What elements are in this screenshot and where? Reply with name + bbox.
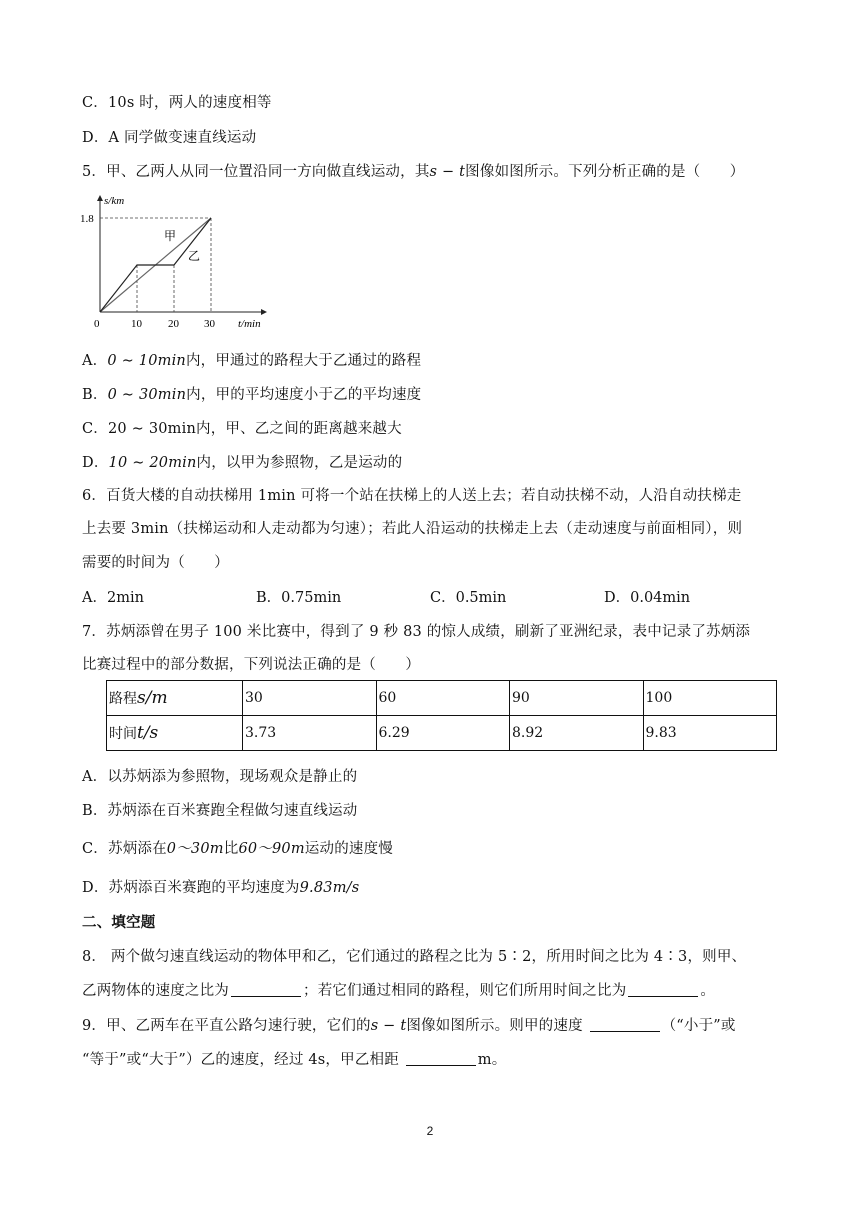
q7-data-table bbox=[106, 680, 777, 751]
answer-blank[interactable] bbox=[406, 1051, 476, 1066]
table-cell: 8.92 bbox=[510, 716, 644, 751]
series-label-jia: 甲 bbox=[164, 229, 177, 243]
q5-st-graph bbox=[78, 190, 278, 335]
x-tick-label: 10 bbox=[131, 318, 142, 330]
table-row bbox=[107, 716, 777, 751]
table-cell: 30 bbox=[243, 681, 377, 716]
table-row-header: 路程s/m bbox=[107, 681, 243, 716]
x-tick-label: 0 bbox=[94, 318, 100, 330]
q6-line-1: 6．百货大楼的自动扶梯用 1min 可将一个站在扶梯上的人送上去；若自动扶梯不动，人沿自动扶梯走 bbox=[82, 488, 742, 504]
q6-line-3: 需要的时间为（ ） bbox=[82, 555, 229, 571]
q7-line-1: 7．苏炳添曾在男子 100 米比赛中，得到了 9 秒 83 的惊人成绩，刷新了亚洲纪录，表中记录了苏炳添 bbox=[82, 624, 751, 640]
q5-option-b: B．0 ∼ 30min内，甲的平均速度小于乙的平均速度 bbox=[82, 387, 422, 403]
page-number: 2 bbox=[426, 1124, 434, 1138]
q5-option-d: D．10 ∼ 20min内，以甲为参照物，乙是运动的 bbox=[82, 455, 403, 471]
answer-blank[interactable] bbox=[628, 982, 698, 997]
y-axis-label: s/km bbox=[104, 195, 125, 207]
q5-option-c: C．20 ∼ 30min内，甲、乙之间的距离越来越大 bbox=[82, 421, 402, 437]
q4-option-d: D．A 同学做变速直线运动 bbox=[82, 130, 257, 146]
q7-option-b: B．苏炳添在百米赛跑全程做匀速直线运动 bbox=[82, 803, 358, 819]
q6-option-c: C．0.5min bbox=[430, 590, 507, 606]
q9-line-2: “等于”或“大于”）乙的速度，经过 4s，甲乙相距 m。 bbox=[82, 1052, 507, 1068]
q6-option-d: D．0.04min bbox=[604, 590, 691, 606]
table-cell: 60 bbox=[376, 681, 510, 716]
table-cell: 90 bbox=[510, 681, 644, 716]
table-cell: 9.83 bbox=[643, 716, 777, 751]
q6-line-2: 上去要 3min（扶梯运动和人走动都为匀速）；若此人沿运动的扶梯走上去（走动速度与前面相同），则 bbox=[82, 521, 743, 537]
table-cell: 6.29 bbox=[376, 716, 510, 751]
x-tick-label: 20 bbox=[168, 318, 179, 330]
q6-option-a: A．2min bbox=[82, 590, 144, 606]
q8-line-2: 乙两物体的速度之比为 ；若它们通过相同的路程，则它们所用时间之比为 。 bbox=[82, 983, 716, 999]
y-tick-label: 1.8 bbox=[80, 213, 94, 225]
series-label-yi: 乙 bbox=[188, 249, 201, 263]
table-cell: 100 bbox=[643, 681, 777, 716]
q5-option-a: A．0 ∼ 10min内，甲通过的路程大于乙通过的路程 bbox=[82, 353, 422, 369]
q6-options bbox=[82, 586, 782, 607]
section-title-fill-in: 二、填空题 bbox=[82, 914, 156, 931]
x-tick-label: 30 bbox=[204, 318, 215, 330]
q9-line-1: 9．甲、乙两车在平直公路匀速行驶，它们的s − t图像如图所示。则甲的速度 （“小于”或 bbox=[82, 1018, 736, 1034]
answer-blank[interactable] bbox=[231, 982, 301, 997]
q5-stem: 5．甲、乙两人从同一位置沿同一方向做直线运动，其s − t图像如图所示。下列分析正确的是（ ） bbox=[82, 164, 745, 180]
q4-option-c: C．10s 时，两人的速度相等 bbox=[82, 95, 272, 111]
x-axis-label: t/min bbox=[238, 318, 261, 330]
answer-blank[interactable] bbox=[590, 1017, 660, 1032]
q7-option-a: A．以苏炳添为参照物，现场观众是静止的 bbox=[82, 769, 358, 785]
q7-line-2: 比赛过程中的部分数据，下列说法正确的是（ ） bbox=[82, 657, 421, 673]
table-cell: 3.73 bbox=[243, 716, 377, 751]
table-row-header: 时间t/s bbox=[107, 716, 243, 751]
q8-line-1: 8． 两个做匀速直线运动的物体甲和乙，它们通过的路程之比为 5∶2，所用时间之比为 4∶3，则甲、 bbox=[82, 949, 747, 965]
q7-option-d: D．苏炳添百米赛跑的平均速度为9.83m/s bbox=[82, 880, 360, 896]
table-row bbox=[107, 681, 777, 716]
q6-option-b: B．0.75min bbox=[256, 590, 342, 606]
q7-option-c: C．苏炳添在0～30m比60～90m运动的速度慢 bbox=[82, 841, 393, 857]
